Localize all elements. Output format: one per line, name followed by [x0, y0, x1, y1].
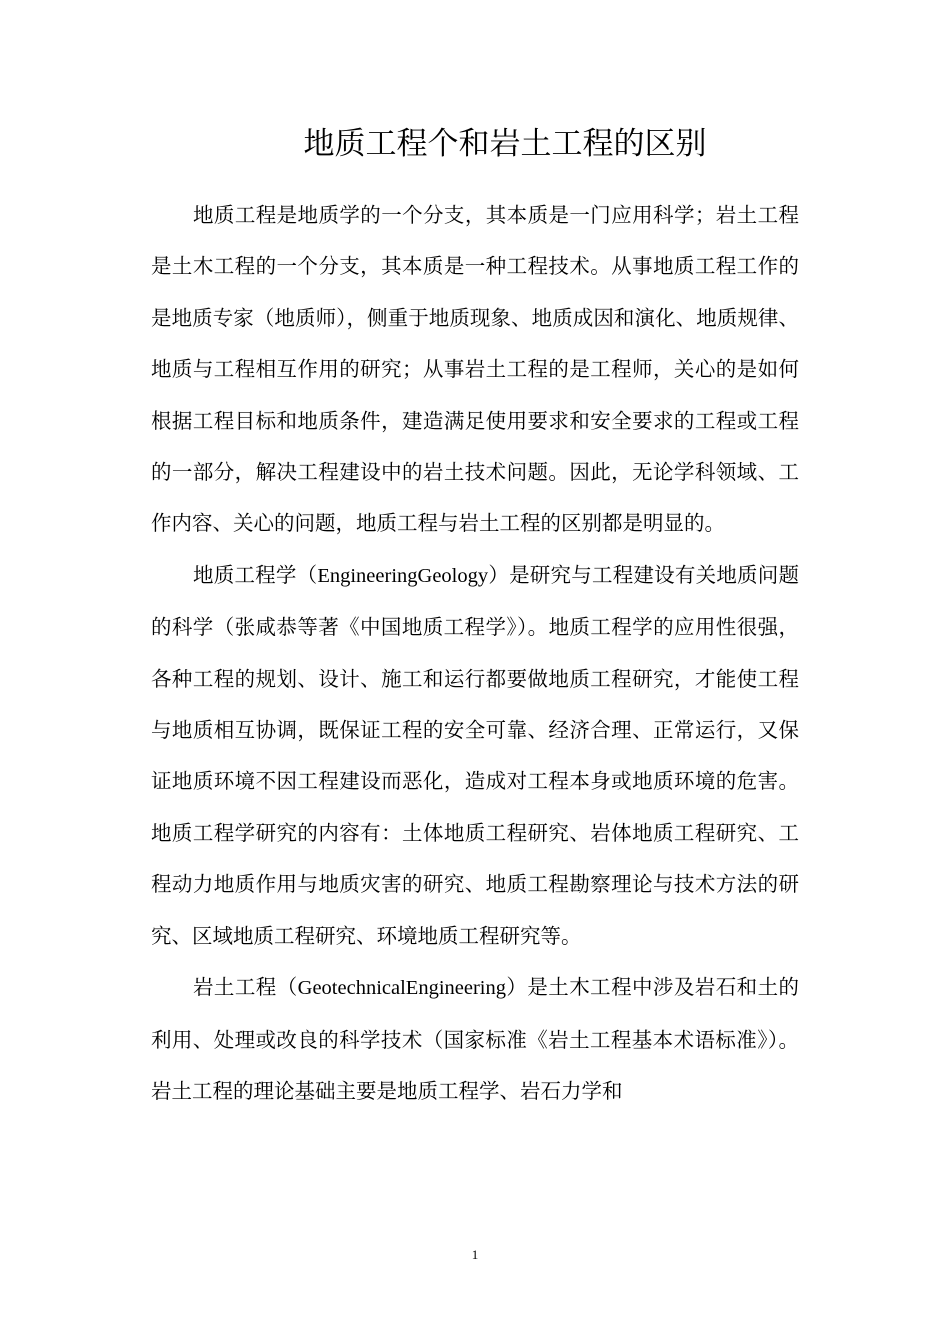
paragraph-3-text-b: ）是土木工程中涉及岩石和土的利用、处理或改良的科学技术（国家标准《岩土工程基本术语标准》）。岩土工程的理论基础主要是地质工程学、岩石力学和: [151, 975, 800, 1103]
paragraph-3: [151, 962, 799, 1117]
page-number: 1: [471, 1247, 479, 1262]
document-body: [151, 190, 799, 1117]
paragraph-1: [151, 190, 799, 550]
paragraph-3-text-a: 岩土工程（: [193, 975, 298, 1000]
document-title: 地质工程个和岩土工程的区别: [303, 126, 707, 162]
paragraph-2-text-a: 地质工程学（: [193, 562, 318, 587]
paragraph-1-text: 地质工程是地质学的一个分支，其本质是一门应用科学；岩土工程是土木工程的一个分支，其本质是一种工程技术。从事地质工程工作的是地质专家（地质师），侧重于地质现象、地质成因和演化、地质规律、地质与工程相互作用的研究；从事岩土工程的是工程师，关心的是如何根据工程目标和地质条件，建造满足使用要求和安全要求的工程或工程的一部分，解决工程建设中的岩土技术问题。因此，无论学科领域、工作内容、关心的问题，地质工程与岩土工程的区别都是明显的。: [151, 203, 799, 536]
paragraph-2: [151, 550, 799, 962]
paragraph-3-english-term: GeotechnicalEngineering: [297, 977, 506, 1000]
paragraph-2-english-term: EngineeringGeology: [317, 564, 489, 587]
paragraph-2-text-b: ）是研究与工程建设有关地质问题的科学（张咸恭等著《中国地质工程学》）。地质工程学的应用性很强，各种工程的规划、设计、施工和运行都要做地质工程研究，才能使工程与地质相互协调，既保证工程的安全可靠、经济合理、正常运行，又保证地质环境不因工程建设而恶化，造成对工程本身或地质环境的危害。地质工程学研究的内容有：土体地质工程研究、岩体地质工程研究、工程动力地质作用与地质灾害的研究、地质工程勘察理论与技术方法的研究、区域地质工程研究、环境地质工程研究等。: [151, 562, 799, 948]
